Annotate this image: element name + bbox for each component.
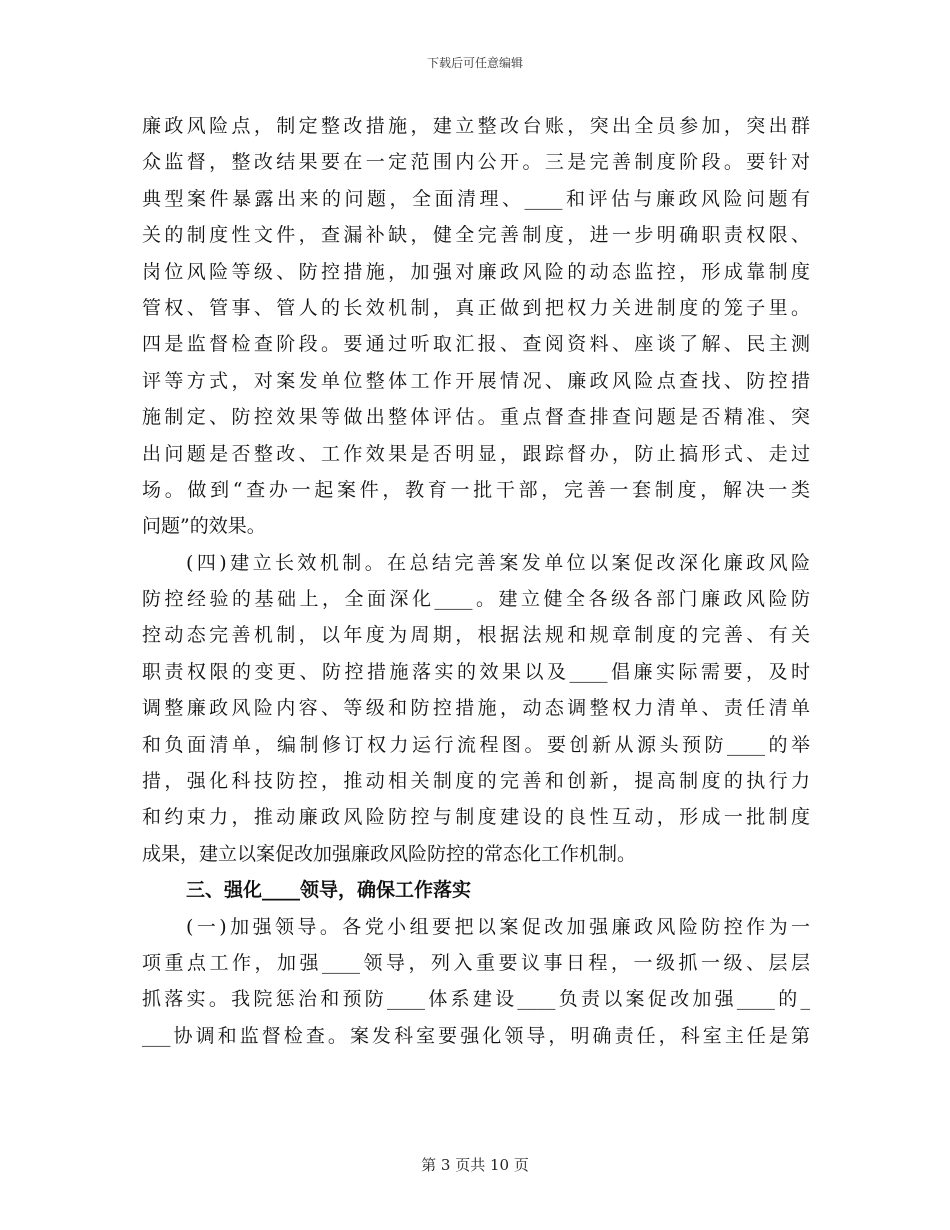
text-line: 防控经验的基础上，全面深化____。建立健全各级各部门廉政风险防 [142, 588, 810, 611]
text-line: 出问题是否整改、工作效果是否明显，跟踪督办，防止搞形式、走过 [142, 442, 810, 465]
text-line: 岗位风险等级、防控措施，加强对廉政风险的动态监控，形成靠制度 [142, 260, 810, 283]
text-line: 关的制度性文件，查漏补缺，健全完善制度，进一步明确职责权限、 [142, 224, 810, 247]
text-line: 项重点工作，加强____领导，列入重要议事日程，一级抓一级、层层 [142, 951, 810, 974]
text-line: 问题”的效果。 [142, 515, 266, 538]
page-header-note: 下载后可任意编辑 [426, 56, 523, 70]
paragraph-start-line: (四)建立长效机制。在总结完善案发单位以案促改深化廉政风险 [186, 551, 810, 574]
text-line: 和约束力，推动廉政风险防控与制度建设的良性互动，形成一批制度 [142, 806, 810, 829]
text-line: 措，强化科技防控，推动相关制度的完善和创新，提高制度的执行力 [142, 770, 810, 793]
text-line: 调整廉政风险内容、等级和防控措施，动态调整权力清单、责任清单 [142, 697, 810, 720]
text-line: 四是监督检查阶段。要通过听取汇报、查阅资料、座谈了解、民主测 [142, 333, 810, 356]
text-line: 控动态完善机制，以年度为周期，根据法规和规章制度的完善、有关 [142, 624, 810, 647]
text-line: 场。做到“查办一起案件，教育一批干部，完善一套制度，解决一类 [142, 478, 810, 501]
text-line: 众监督，整改结果要在一定范围内公开。三是完善制度阶段。要针对 [142, 151, 810, 174]
text-line: 抓落实。我院惩治和预防____体系建设____负责以案促改加强____的_ [142, 988, 810, 1011]
page-number-footer: 第 3 页共 10 页 [421, 1156, 529, 1174]
document-body [142, 108, 810, 1054]
text-line: 管权、管事、管人的长效机制，真正做到把权力关进制度的笼子里。 [142, 296, 810, 319]
section-heading: 三、强化____领导，确保工作落实 [186, 879, 472, 902]
text-line: 廉政风险点，制定整改措施，建立整改台账，突出全员参加，突出群 [142, 115, 810, 137]
text-line: 职责权限的变更、防控措施落实的效果以及____倡廉实际需要，及时 [142, 660, 810, 683]
text-line: 评等方式，对案发单位整体工作开展情况、廉政风险点查找、防控措 [142, 369, 810, 392]
text-line: 施制定、防控效果等做出整体评估。重点督查排查问题是否精准、突 [142, 406, 810, 429]
text-line: 和负面清单，编制修订权力运行流程图。要创新从源头预防____的举 [142, 733, 810, 756]
paragraph-start-line: (一)加强领导。各党小组要把以案促改加强廉政风险防控作为一 [186, 915, 810, 938]
text-line: 成果，建立以案促改加强廉政风险防控的常态化工作机制。 [142, 842, 637, 865]
text-line: ___协调和监督检查。案发科室要强化领导，明确责任，科室主任是第 [142, 1024, 810, 1047]
text-line: 典型案件暴露出来的问题，全面清理、____和评估与廉政风险问题有 [142, 187, 810, 210]
